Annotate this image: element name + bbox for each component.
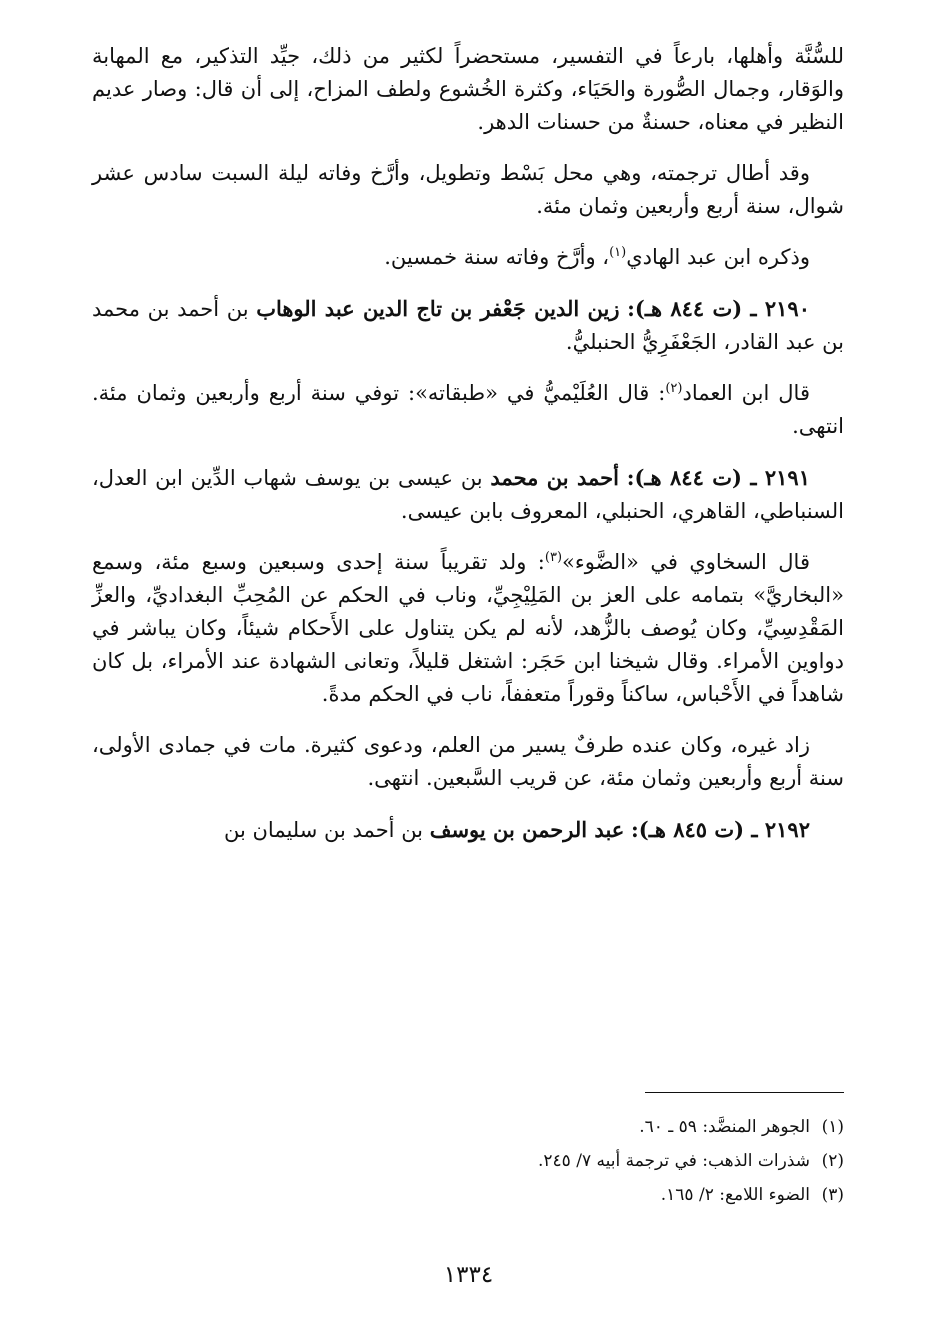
page-number: ١٣٣٤ — [443, 1262, 494, 1288]
footnote-text: شذرات الذهب: في ترجمة أبيه ٧/ ٢٤٥. — [538, 1151, 810, 1171]
footnote-ref-2[interactable]: (٢) — [665, 381, 683, 396]
footnote-number: (٣) — [821, 1185, 844, 1205]
entry-lineage: بن عيسى بن يوسف شهاب الدِّين ابن العدل، السنباطي، القاهري، الحنبلي، المعروف بابن عيسى. — [92, 466, 844, 523]
entry-name: أحمد بن محمد — [490, 465, 619, 490]
paragraph-text: : ولد تقريباً سنة إحدى وسبعين وسبع مئة، وسمع «البخاريَّ» بتمامه على العز بن المَلِيْجِيِّ، وناب في الحكم عن المُحِبِّ البغداديِّ، والعزِّ المَقْدِسِيِّ، وكان يُوصف بالزُّهد، لأنه لم يكن يتناول على الأَحكام شيئاً، وكان يباشر في دواوين الأمراء. وقال شيخنا ابن حَجَر: اشتغل قليلاً، وتعانى الشهادة عند الأمراء، بل كان شاهداً في الأَحْباس، ساكناً وقوراً متعففاً، ناب في الحكم مدةً. — [92, 550, 844, 706]
paragraph-text: : قال العُلَيْميُّ في «طبقاته»: توفي سنة أربع وأربعين وثمان مئة. انتهى. — [92, 381, 844, 438]
footnote-1 — [300, 1110, 844, 1144]
entry-heading-2191 — [92, 461, 844, 528]
entry-heading-2190 — [92, 292, 844, 359]
footnote-ref-3[interactable]: (٣) — [544, 550, 563, 565]
paragraph-ibn-abd-al-hadi — [92, 241, 844, 274]
paragraph-text: وذكره ابن عبد الهادي — [626, 245, 810, 269]
entry-2190-body — [92, 377, 844, 443]
entry-heading-2192 — [92, 813, 844, 847]
paragraph-text: قال السخاوي في «الضَّوء» — [562, 550, 810, 574]
paragraph-text: ، وأرَّخ وفاته سنة خمسين. — [384, 245, 610, 269]
entry-lineage: بن أحمد بن محمد بن عبد القادر، الجَعْفَرِيُّ الحنبليُّ. — [92, 297, 844, 354]
footnotes — [300, 1110, 844, 1212]
footnote-number: (١) — [821, 1117, 844, 1137]
entry-2191-addendum: زاد غيره، وكان عنده طرفٌ يسير من العلم، ودعوى كثيرة. مات في جمادى الأولى، سنة أربع وأربعين وثمان مئة، عن قريب السَّبعين. انتهى. — [92, 733, 844, 790]
entry-number: ٢١٩٢ ـ (ت ٨٤٥ هـ): — [631, 817, 810, 842]
entry-number: ٢١٩١ ـ (ت ٨٤٤ هـ): — [626, 465, 810, 490]
entry-name: عبد الرحمن بن يوسف — [429, 817, 625, 842]
footnote-2 — [300, 1144, 844, 1178]
paragraph-continuation: للسُّنَّة وأهلها، بارعاً في التفسير، مستحضراً لكثير من ذلك، جيِّد التذكير، مع المهابة والوَقار، وجمال الصُّورة والحَيَاء، وكثرة الخُشوع ولطف المزاح، إلى أن قال: وصار عديم النظير في معناه، حسنةٌ من حسنات الدهر. — [92, 44, 844, 134]
entry-2191-body — [92, 546, 844, 711]
footnote-text: الجوهر المنضَّد: ٥٩ ـ ٦٠. — [639, 1117, 810, 1137]
footnote-text: الضوء اللامع: ٢/ ١٦٥. — [660, 1185, 810, 1205]
footnote-separator — [645, 1092, 844, 1093]
paragraph-biography-length: وقد أطال ترجمته، وهي محل بَسْط وتطويل، وأرَّخ وفاته ليلة السبت سادس عشر شوال، سنة أربع وأربعين وثمان مئة. — [92, 161, 844, 218]
entry-lineage: بن أحمد بن سليمان بن — [224, 818, 430, 842]
entry-name: زين الدين جَعْفر بن تاج الدين عبد الوهاب — [256, 296, 620, 321]
footnote-number: (٢) — [821, 1151, 844, 1171]
main-text — [92, 40, 844, 865]
footnote-ref-1[interactable]: (١) — [609, 245, 627, 260]
entry-number: ٢١٩٠ ـ (ت ٨٤٤ هـ): — [627, 296, 810, 321]
paragraph-text: قال ابن العماد — [682, 381, 810, 405]
footnote-3 — [300, 1178, 844, 1212]
